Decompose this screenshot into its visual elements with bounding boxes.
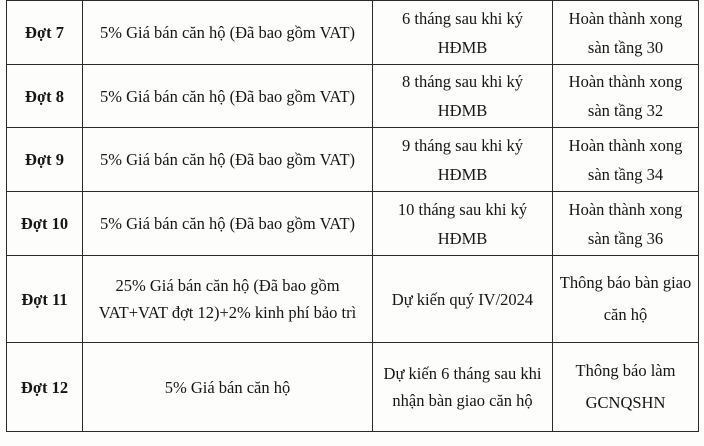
schedule-cell: 10 tháng sau khi ký HĐMB: [373, 192, 553, 256]
phase-cell: Đợt 7: [7, 1, 83, 65]
milestone-cell: Hoàn thành xong sàn tầng 32: [553, 65, 699, 128]
phase-cell: Đợt 8: [7, 65, 83, 128]
amount-cell: 5% Giá bán căn hộ: [83, 343, 373, 432]
table-row: [7, 128, 699, 192]
schedule-cell: Dự kiến quý IV/2024: [373, 256, 553, 343]
table-row: [7, 65, 699, 128]
milestone-cell: Thông báo bàn giao căn hộ: [553, 256, 699, 343]
payment-schedule-table: [6, 0, 699, 432]
phase-cell: Đợt 9: [7, 128, 83, 192]
table-row: [7, 192, 699, 256]
schedule-cell: Dự kiến 6 tháng sau khi nhận bàn giao căn hộ: [373, 343, 553, 432]
table-row: [7, 256, 699, 343]
milestone-cell: Hoàn thành xong sàn tầng 36: [553, 192, 699, 256]
amount-cell: 5% Giá bán căn hộ (Đã bao gồm VAT): [83, 1, 373, 65]
phase-cell: Đợt 11: [7, 256, 83, 343]
phase-cell: Đợt 12: [7, 343, 83, 432]
milestone-cell: Hoàn thành xong sàn tầng 34: [553, 128, 699, 192]
milestone-cell: Thông báo làm GCNQSHN: [553, 343, 699, 432]
phase-cell: Đợt 10: [7, 192, 83, 256]
amount-cell: 25% Giá bán căn hộ (Đã bao gồm VAT+VAT đợt 12)+2% kinh phí bảo trì: [83, 256, 373, 343]
schedule-cell: 8 tháng sau khi ký HĐMB: [373, 65, 553, 128]
amount-cell: 5% Giá bán căn hộ (Đã bao gồm VAT): [83, 65, 373, 128]
amount-cell: 5% Giá bán căn hộ (Đã bao gồm VAT): [83, 128, 373, 192]
schedule-cell: 6 tháng sau khi ký HĐMB: [373, 1, 553, 65]
milestone-cell: Hoàn thành xong sàn tầng 30: [553, 1, 699, 65]
amount-cell: 5% Giá bán căn hộ (Đã bao gồm VAT): [83, 192, 373, 256]
table-row: [7, 343, 699, 432]
schedule-cell: 9 tháng sau khi ký HĐMB: [373, 128, 553, 192]
table-row: [7, 1, 699, 65]
